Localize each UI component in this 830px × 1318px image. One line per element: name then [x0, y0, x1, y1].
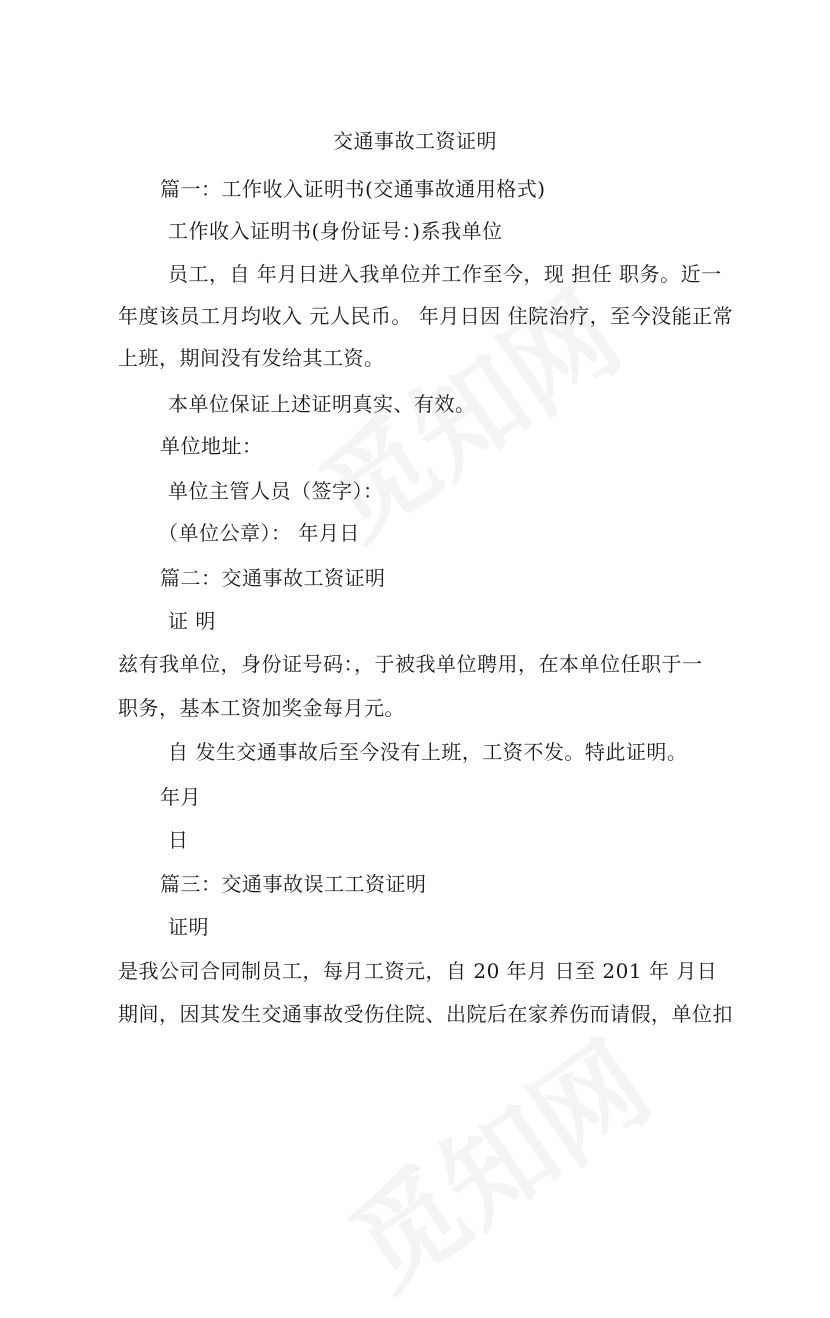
paragraph-line: 年月 — [160, 785, 201, 809]
paragraph-line: （单位公章）： 年月日 — [158, 521, 360, 545]
paragraph-line: 年度该员工月均收入 元人民币。 年月日因 住院治疗，至今没能正常 — [118, 304, 734, 328]
paragraph-line: 证明 — [168, 915, 209, 939]
paragraph-line: 上班，期间没有发给其工资。 — [118, 346, 385, 370]
section-heading-2: 篇二：交通事故工资证明 — [160, 566, 386, 590]
paragraph-line: 是我公司合同制员工，每月工资元，自 20 年月 日至 201 年 月日 — [118, 959, 718, 983]
paragraph-line: 自 发生交通事故后至今没有上班，工资不发。特此证明。 — [168, 740, 688, 764]
paragraph-line: 证 明 — [168, 609, 216, 633]
paragraph-line: 职务，基本工资加奖金每月元。 — [118, 696, 405, 720]
paragraph-line: 期间，因其发生交通事故受伤住院、出院后在家养伤而请假，单位扣 — [118, 1002, 733, 1026]
paragraph-line: 单位地址： — [160, 434, 263, 458]
watermark-lower — [315, 1000, 676, 1318]
paragraph-line: 工作收入证明书(身份证号：)系我单位 — [168, 219, 503, 243]
paragraph-line: 兹有我单位，身份证号码：，于被我单位聘用，在本单位任职于一 — [118, 652, 703, 676]
section-heading-3: 篇三：交通事故误工工资证明 — [160, 872, 427, 896]
paragraph-line: 员工，自 年月日进入我单位并工作至今，现 担任 职务。近一 — [168, 262, 722, 286]
paragraph-line: 日 — [168, 828, 189, 852]
document-title: 交通事故工资证明 — [333, 129, 497, 153]
section-heading-1: 篇一：工作收入证明书(交通事故通用格式) — [160, 177, 546, 201]
paragraph-line: 本单位保证上述证明真实、有效。 — [168, 392, 476, 416]
paragraph-line: 单位主管人员（签字）： — [168, 479, 384, 503]
